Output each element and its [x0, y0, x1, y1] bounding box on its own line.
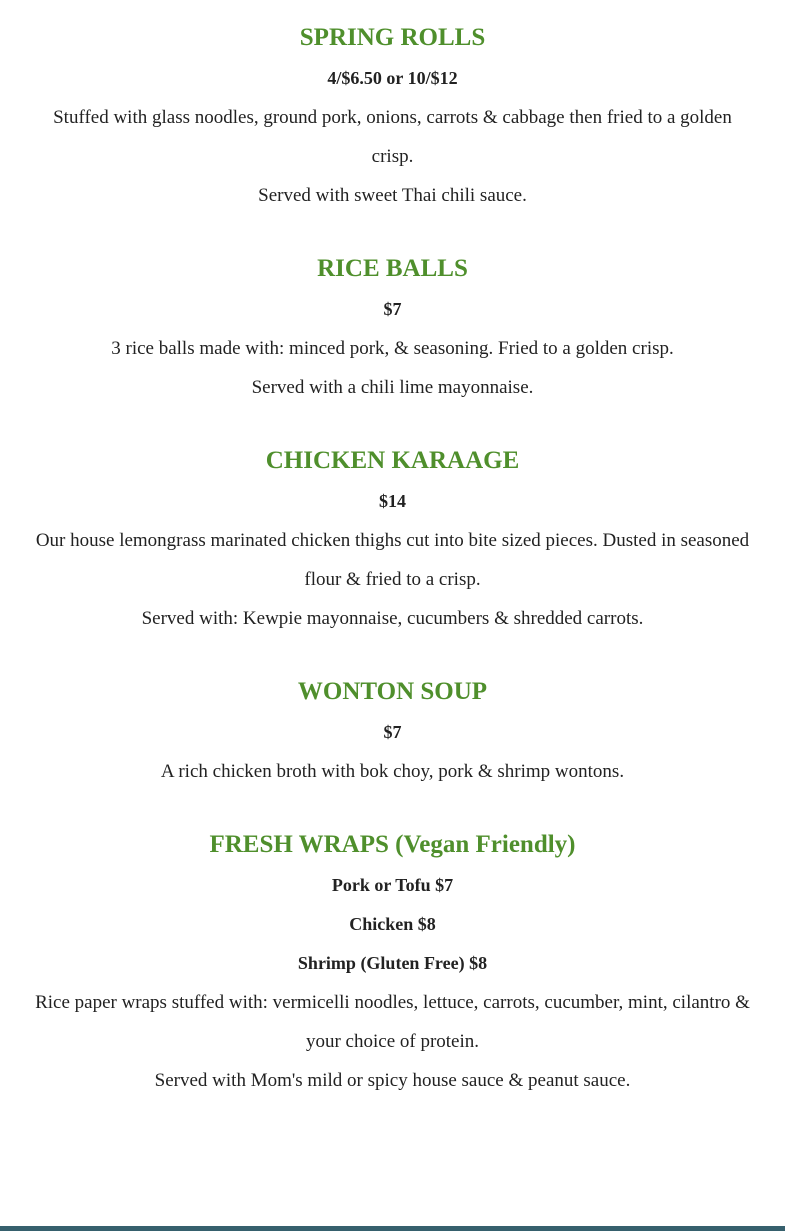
item-description: Rice paper wraps stuffed with: vermicelli noodles, lettuce, carrots, cucumber, mint, cilantro & your choice of protein.	[35, 992, 750, 1052]
footer-bar	[0, 1226, 785, 1231]
item-title: FRESH WRAPS (Vegan Friendly)	[209, 831, 576, 858]
item-served-with: Served with a chili lime mayonnaise.	[251, 377, 534, 398]
menu-item-wonton-soup	[0, 676, 785, 791]
item-price-shrimp: Shrimp (Gluten Free) $8	[297, 953, 488, 973]
item-description: A rich chicken broth with bok choy, pork & shrimp wontons.	[160, 761, 625, 782]
item-served-with: Served with sweet Thai chili sauce.	[258, 185, 527, 206]
menu-item-rice-balls	[0, 253, 785, 407]
item-description: 3 rice balls made with: minced pork, & seasoning. Fried to a golden crisp.	[111, 338, 674, 359]
menu-item-fresh-wraps	[0, 829, 785, 1100]
item-title: WONTON SOUP	[297, 678, 488, 705]
item-title: SPRING ROLLS	[299, 24, 486, 51]
item-title: RICE BALLS	[317, 255, 468, 282]
item-served-with: Served with: Kewpie mayonnaise, cucumbers & shredded carrots.	[141, 608, 644, 629]
menu-item-chicken-karaage	[0, 445, 785, 638]
item-title: CHICKEN KARAAGE	[265, 447, 520, 474]
item-price-pork-tofu: Pork or Tofu $7	[331, 875, 454, 895]
item-price-chicken: Chicken $8	[349, 914, 436, 934]
item-description: Stuffed with glass noodles, ground pork, onions, carrots & cabbage then fried to a golden crisp.	[53, 107, 732, 167]
item-description: Our house lemongrass marinated chicken thighs cut into bite sized pieces. Dusted in seasoned flour & fried to a crisp.	[35, 530, 750, 590]
item-price: $14	[379, 491, 406, 511]
item-price: 4/$6.50 or 10/$12	[327, 68, 458, 88]
menu-item-spring-rolls	[0, 22, 785, 215]
item-price: $7	[383, 722, 402, 742]
item-served-with: Served with Mom's mild or spicy house sauce & peanut sauce.	[154, 1070, 631, 1091]
item-price: $7	[383, 299, 402, 319]
